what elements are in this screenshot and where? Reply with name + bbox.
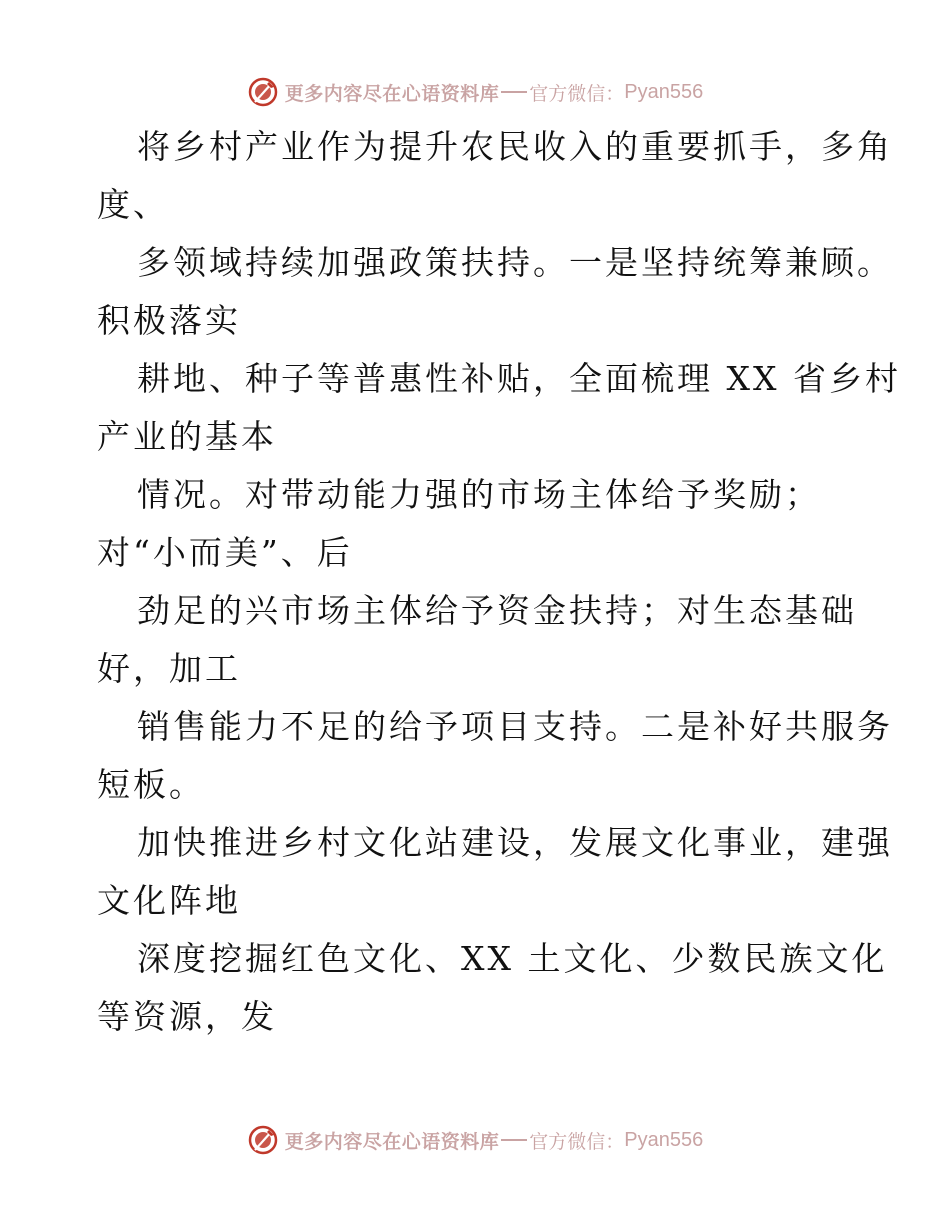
watermark-wechat-label: 官方微信： bbox=[529, 82, 625, 105]
watermark-wechat-label: 官方微信： bbox=[529, 1130, 625, 1153]
watermark-wechat-id: Pyan556 bbox=[624, 1128, 704, 1151]
watermark-wechat-id: Pyan556 bbox=[624, 80, 704, 103]
text-line: 情况。对带动能力强的市场主体给予奖励； bbox=[137, 475, 821, 514]
text-line: 多领域持续加强政策扶持。一是坚持统筹兼顾。 bbox=[137, 243, 893, 282]
text-line: 劲足的兴市场主体给予资金扶持；对生态基础 bbox=[137, 591, 857, 630]
document-body bbox=[97, 118, 901, 1046]
text-line: 加快推进乡村文化站建设，发展文化事业，建强 bbox=[137, 823, 893, 862]
watermark-text: 更多内容尽在心语资料库 bbox=[284, 1130, 500, 1153]
text-line: 产业的基本 bbox=[97, 417, 277, 456]
text-line: 好，加工 bbox=[97, 649, 241, 688]
pen-seal-logo-icon bbox=[247, 76, 279, 108]
text-line: 对“小而美”、后 bbox=[97, 533, 353, 572]
text-line: 积极落实 bbox=[97, 301, 241, 340]
text-line: 将乡村产业作为提升农民收入的重要抓手，多角 bbox=[137, 127, 893, 166]
watermark-dash bbox=[501, 1139, 527, 1141]
text-line: 等资源，发 bbox=[97, 997, 277, 1036]
text-line: 度、 bbox=[97, 185, 169, 224]
watermark-dash bbox=[501, 91, 527, 93]
text-line: 销售能力不足的给予项目支持。二是补好共服务 bbox=[137, 707, 893, 746]
text-line: 深度挖掘红色文化、XX 土文化、少数民族文化 bbox=[137, 939, 888, 978]
footer-watermark bbox=[0, 1120, 950, 1160]
text-line: 短板。 bbox=[97, 765, 205, 804]
text-line: 耕地、种子等普惠性补贴，全面梳理 XX 省乡村 bbox=[137, 359, 901, 398]
pen-seal-logo-icon bbox=[247, 1124, 279, 1156]
watermark-text: 更多内容尽在心语资料库 bbox=[284, 82, 500, 105]
header-watermark bbox=[0, 72, 950, 112]
text-line: 文化阵地 bbox=[97, 881, 241, 920]
